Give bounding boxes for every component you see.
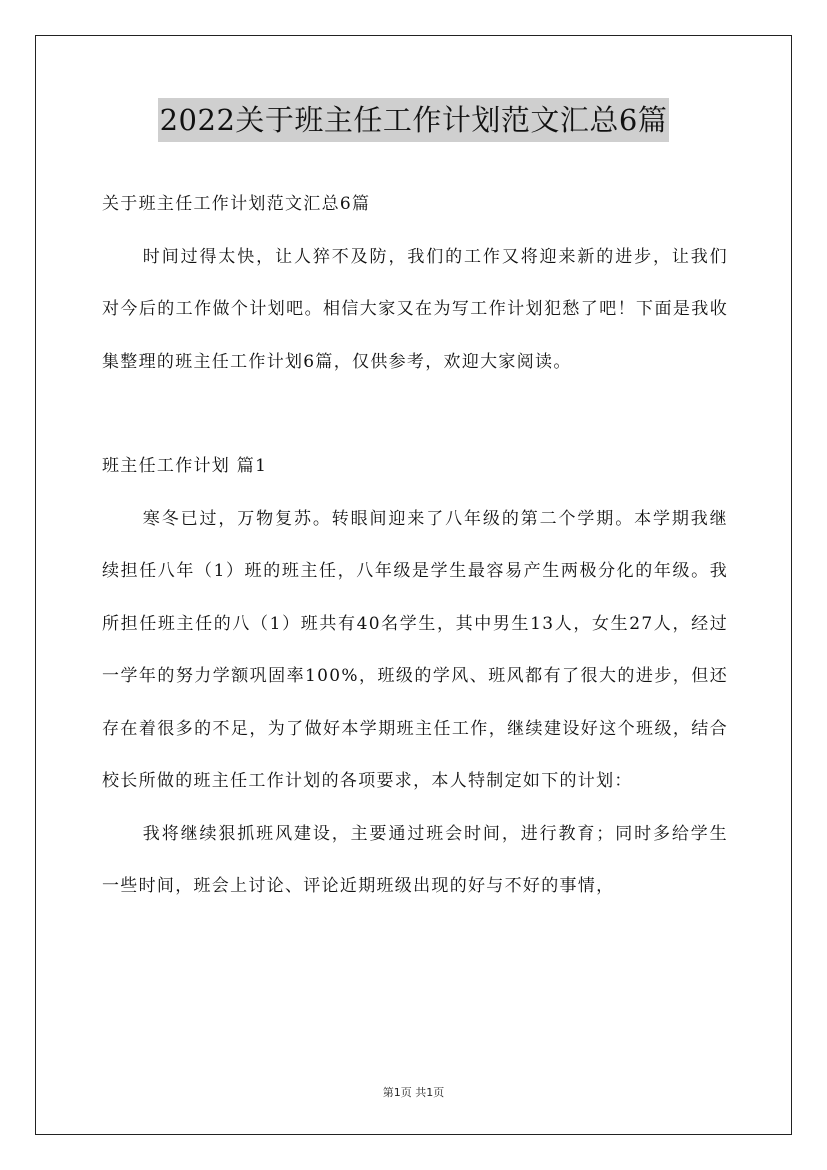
intro-paragraph: 时间过得太快，让人猝不及防，我们的工作又将迎来新的进步，让我们对今后的工作做个计划吧。相信大家又在为写工作计划犯愁了吧！下面是我收集整理的班主任工作计划6篇，仅供参考，欢迎大家阅读。 xyxy=(102,246,728,372)
section-heading: 班主任工作计划 篇1 xyxy=(102,456,268,476)
body-paragraph: 寒冬已过，万物复苏。转眼间迎来了八年级的第二个学期。本学期我继续担任八年（1）班的班主任，八年级是学生最容易产生两极分化的年级。我所担任班主任的八（1）班共有40名学生，其中男生13人，女生27人，经过一学年的努力学额巩固率100%，班级的学风、班风都有了很大的进步，但还存在着很多的不足，为了做好本学期班主任工作，继续建设好这个班级，结合校长所做的班主任工作计划的各项要求，本人特制定如下的计划： xyxy=(102,508,728,791)
title-container xyxy=(0,98,827,142)
page-footer: 第1页 共1页 xyxy=(382,1086,445,1099)
section-spacer xyxy=(102,388,728,440)
document-title: 2022关于班主任工作计划范文汇总6篇 xyxy=(158,98,670,142)
body-paragraph: 我将继续狠抓班风建设，主要通过班会时间，进行教育；同时多给学生一些时间，班会上讨论、评论近期班级出现的好与不好的事情， xyxy=(102,823,728,896)
document-subtitle: 关于班主任工作计划范文汇总6篇 xyxy=(102,194,371,214)
document-body xyxy=(102,178,728,913)
